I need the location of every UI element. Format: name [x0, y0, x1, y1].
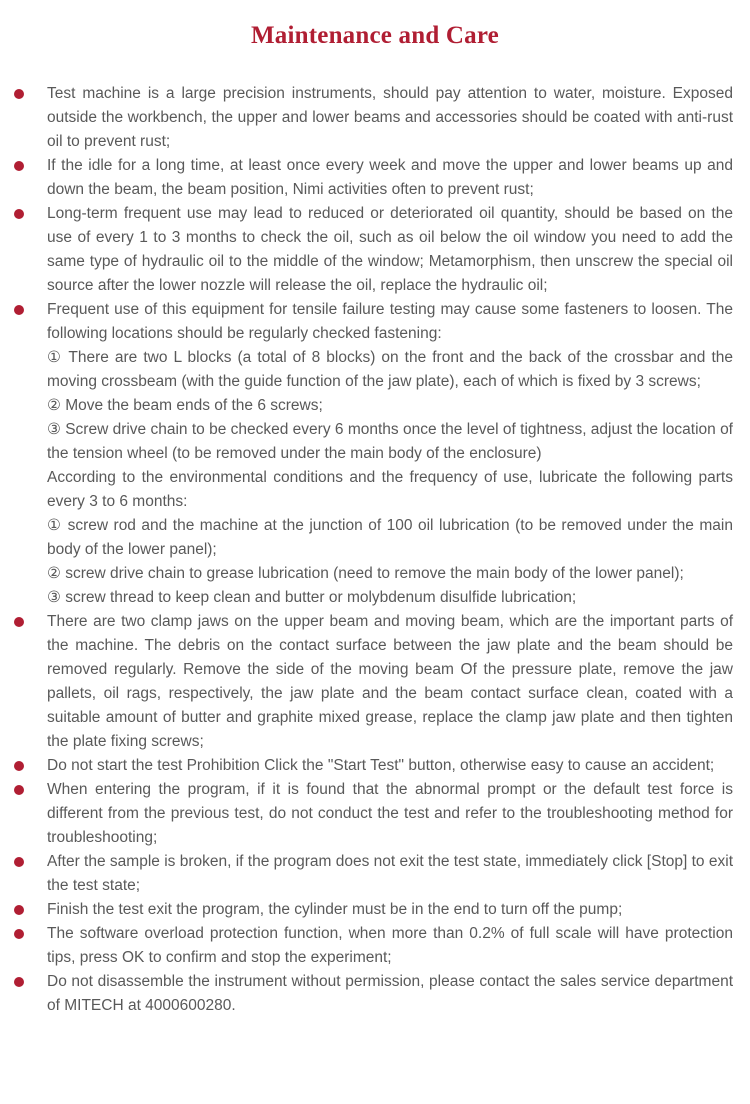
paragraph: Do not disassemble the instrument without permission, please contact the sales service department of MITECH at 4000600280. — [47, 973, 733, 1014]
paragraph: ① screw rod and the machine at the junction of 100 oil lubrication (to be removed under the main body of the lower panel); — [47, 517, 733, 558]
paragraph: The software overload protection function, when more than 0.2% of full scale will have protection tips, press OK to confirm and stop the experiment; — [47, 925, 733, 966]
bullet-dot-icon — [14, 89, 24, 99]
paragraph: If the idle for a long time, at least once every week and move the upper and lower beams up and down the beam, the beam position, Nimi activities often to prevent rust; — [47, 157, 733, 198]
list-item-text — [47, 778, 733, 850]
list-item-text — [47, 154, 733, 202]
paragraph: Frequent use of this equipment for tensile failure testing may cause some fasteners to loosen. The following locations should be regularly checked fastening: — [47, 301, 733, 342]
list-item-text — [47, 82, 733, 154]
list-item — [14, 82, 733, 154]
paragraph: Long-term frequent use may lead to reduced or deteriorated oil quantity, should be based on the use of every 1 to 3 months to check the oil, such as oil below the oil window you need to add the same type of hydraulic oil to the middle of the window; Metamorphism, then unscrew the special oil source after the lower nozzle will release the oil, replace the hydraulic oil; — [47, 205, 733, 294]
paragraph: Do not start the test Prohibition Click the "Start Test" button, otherwise easy to cause an accident; — [47, 757, 715, 774]
bullet-dot-icon — [14, 857, 24, 867]
paragraph: Test machine is a large precision instruments, should pay attention to water, moisture. Exposed outside the workbench, the upper and lower beams and accessories should be coated with anti-rust oil to prevent rust; — [47, 85, 733, 150]
bullet-dot-icon — [14, 905, 24, 915]
list-item-text — [47, 970, 733, 1018]
bullet-dot-icon — [14, 785, 24, 795]
paragraph: ② screw drive chain to grease lubrication (need to remove the main body of the lower panel); — [47, 565, 684, 582]
bullet-dot-icon — [14, 161, 24, 171]
list-item-text — [47, 298, 733, 610]
list-item-text — [47, 202, 733, 298]
paragraph: There are two clamp jaws on the upper beam and moving beam, which are the important parts of the machine. The debris on the contact surface between the jaw plate and the beam should be removed regularly. Remove the side of the moving beam Of the pressure plate, remove the jaw pallets, oil rags, respectively, the jaw plate and the beam contact surface clean, coated with a suitable amount of butter and graphite mixed grease, replace the clamp jaw plate and then tighten the plate fixing screws; — [47, 613, 733, 750]
list-item-text — [47, 850, 733, 898]
maintenance-list — [14, 82, 733, 1018]
bullet-dot-icon — [14, 929, 24, 939]
list-item — [14, 778, 733, 850]
paragraph: ③ screw thread to keep clean and butter or molybdenum disulfide lubrication; — [47, 589, 577, 606]
list-item — [14, 850, 733, 898]
page-title: Maintenance and Care — [251, 22, 499, 49]
paragraph: Finish the test exit the program, the cylinder must be in the end to turn off the pump; — [47, 901, 623, 918]
bullet-dot-icon — [14, 209, 24, 219]
paragraph: ③ Screw drive chain to be checked every 6 months once the level of tightness, adjust the location of the tension wheel (to be removed under the main body of the enclosure) — [47, 421, 733, 462]
bullet-dot-icon — [14, 617, 24, 627]
paragraph: ② Move the beam ends of the 6 screws; — [47, 397, 323, 414]
bullet-dot-icon — [14, 305, 24, 315]
paragraph: According to the environmental conditions and the frequency of use, lubricate the following parts every 3 to 6 months: — [47, 469, 733, 510]
list-item — [14, 610, 733, 754]
paragraph: ① There are two L blocks (a total of 8 blocks) on the front and the back of the crossbar and the moving crossbeam (with the guide function of the jaw plate), each of which is fixed by 3 screws; — [47, 349, 733, 390]
list-item-text — [47, 610, 733, 754]
list-item — [14, 154, 733, 202]
list-item — [14, 970, 733, 1018]
list-item — [14, 922, 733, 970]
list-item — [14, 298, 733, 610]
list-item — [14, 754, 733, 778]
bullet-dot-icon — [14, 977, 24, 987]
list-item-text — [47, 922, 733, 970]
bullet-dot-icon — [14, 761, 24, 771]
list-item — [14, 202, 733, 298]
list-item-text — [47, 754, 733, 778]
paragraph: When entering the program, if it is found that the abnormal prompt or the default test force is different from the previous test, do not conduct the test and refer to the troubleshooting method for troubleshooting; — [47, 781, 733, 846]
paragraph: After the sample is broken, if the program does not exit the test state, immediately click [Stop] to exit the test state; — [47, 853, 733, 894]
list-item — [14, 898, 733, 922]
list-item-text — [47, 898, 733, 922]
